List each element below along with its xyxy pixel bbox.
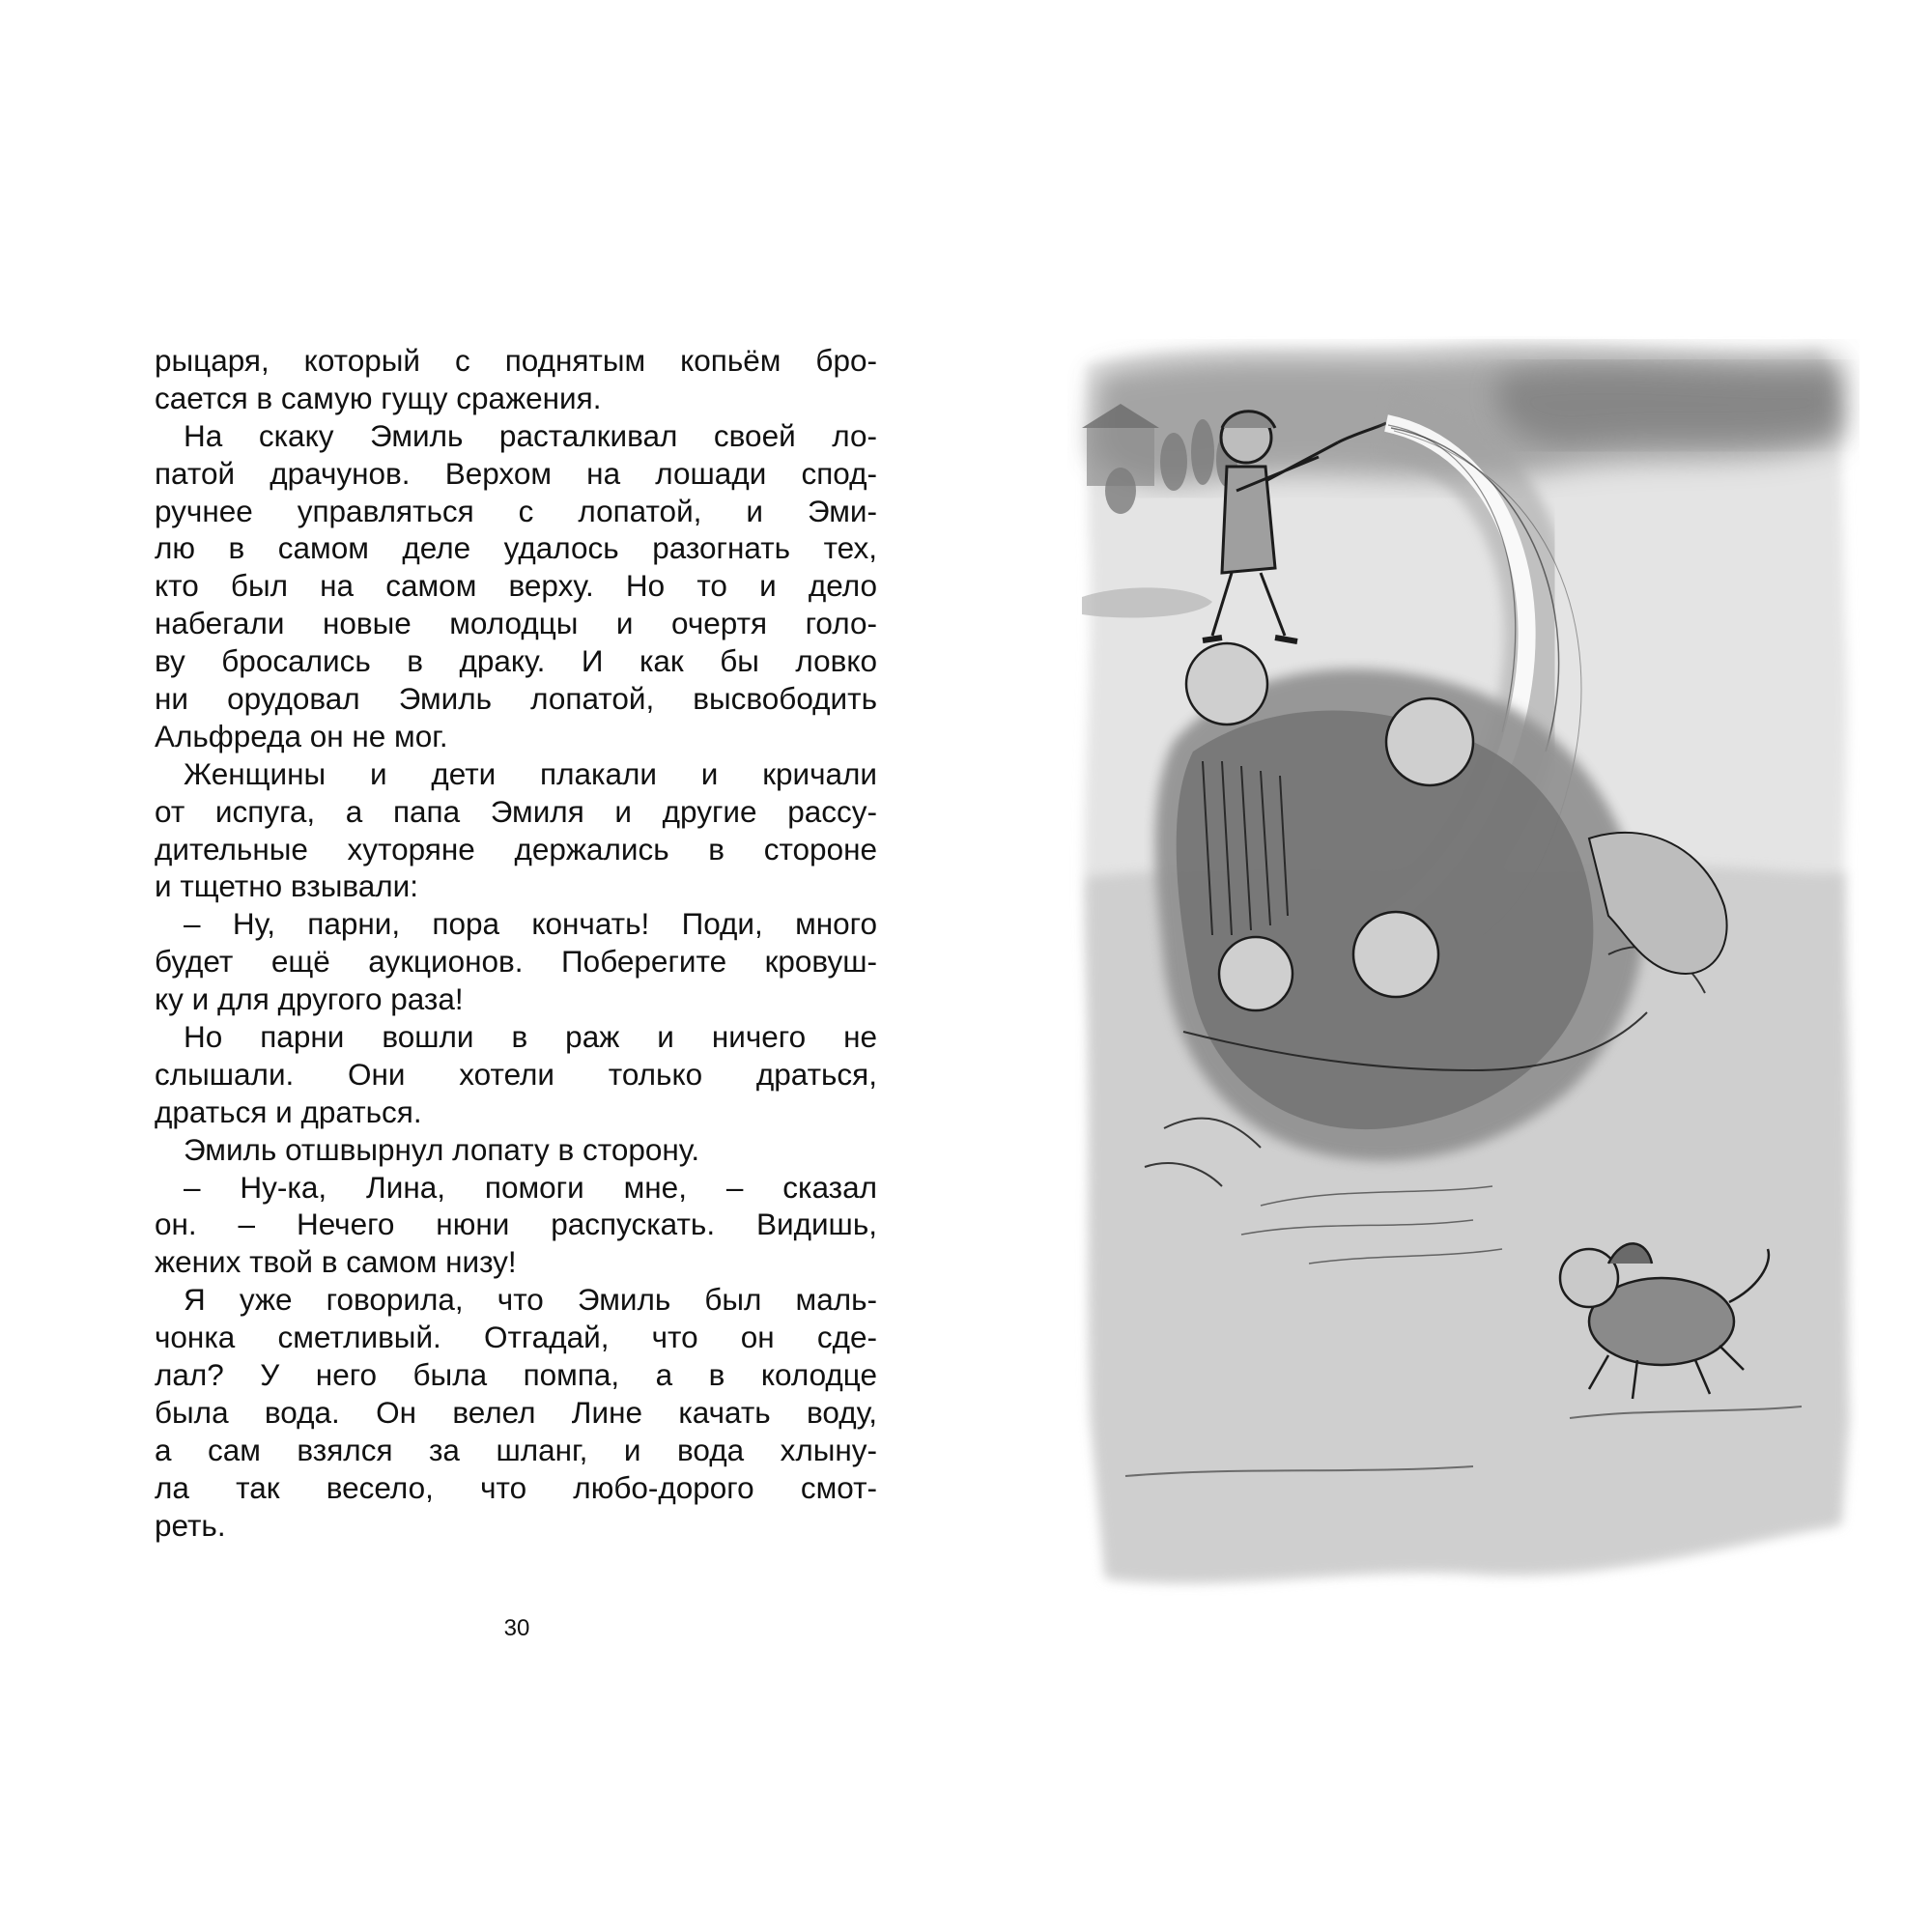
text-line: – Ну, парни, пора кончать! Поди, много <box>184 906 877 942</box>
illustration-drawing <box>1067 336 1860 1602</box>
text-line: ла так весело, что любо-дорого смот- <box>155 1469 877 1505</box>
text-line: чонка сметливый. Отгадай, что он сде- <box>155 1320 877 1355</box>
text-line: лю в самом деле удалось разогнать тех, <box>155 530 877 566</box>
text-line: сается в самую гущу сражения. <box>155 380 602 415</box>
text-line: Я уже говорила, что Эмиль был маль- <box>184 1282 877 1318</box>
illustration-fight-scene <box>1067 336 1860 1602</box>
text-line: лал? У него была помпа, а в колодце <box>155 1357 877 1393</box>
text-line: жених твой в самом низу! <box>155 1244 517 1280</box>
text-line: – Ну-ка, Лина, помоги мне, – сказал <box>184 1169 877 1205</box>
text-line: он. – Нечего нюни распускать. Видишь, <box>155 1207 877 1242</box>
text-line: кто был на самом верху. Но то и дело <box>155 568 877 604</box>
text-line: ручнее управляться с лопатой, и Эми- <box>155 493 877 528</box>
text-line: Эмиль отшвырнул лопату в сторону. <box>184 1131 700 1167</box>
text-line: и тщетно взывали: <box>155 868 418 904</box>
fighter-head <box>1219 937 1293 1010</box>
text-line: от испуга, а папа Эмиля и другие рассу- <box>155 793 877 829</box>
body-text <box>155 342 877 1545</box>
text-line: патой драчунов. Верхом на лошади спод- <box>155 455 877 491</box>
text-line: Женщины и дети плакали и кричали <box>184 755 877 791</box>
sky-cloud-dark <box>1498 367 1840 443</box>
text-line: была вода. Он велел Лине качать воду, <box>155 1394 877 1430</box>
text-line: Альфреда он не мог. <box>155 718 448 753</box>
text-line: ку и для другого раза! <box>155 981 464 1017</box>
text-line: На скаку Эмиль расталкивал своей ло- <box>184 417 877 453</box>
fighter-head <box>1386 698 1473 785</box>
text-line: а сам взялся за шланг, и вода хлыну- <box>155 1432 877 1467</box>
text-line: ни орудовал Эмиль лопатой, высвободить <box>155 681 877 717</box>
fighter-head <box>1186 643 1267 724</box>
text-line: набегали новые молодцы и очертя голо- <box>155 606 877 641</box>
text-line: ву бросались в драку. И как бы ловко <box>155 643 877 679</box>
page-number: 30 <box>503 1615 530 1641</box>
text-line: рыцаря, который с поднятым копьём бро- <box>155 343 877 378</box>
fighter-head <box>1353 912 1438 997</box>
text-line: драться и драться. <box>155 1094 422 1129</box>
text-line: дительные хуторяне держались в стороне <box>155 831 877 867</box>
text-line: слышали. Они хотели только драться, <box>155 1056 877 1092</box>
text-line: реть. <box>155 1507 226 1543</box>
text-line: Но парни вошли в раж и ничего не <box>184 1019 877 1055</box>
text-line: будет ещё аукционов. Поберегите кровуш- <box>155 944 877 980</box>
